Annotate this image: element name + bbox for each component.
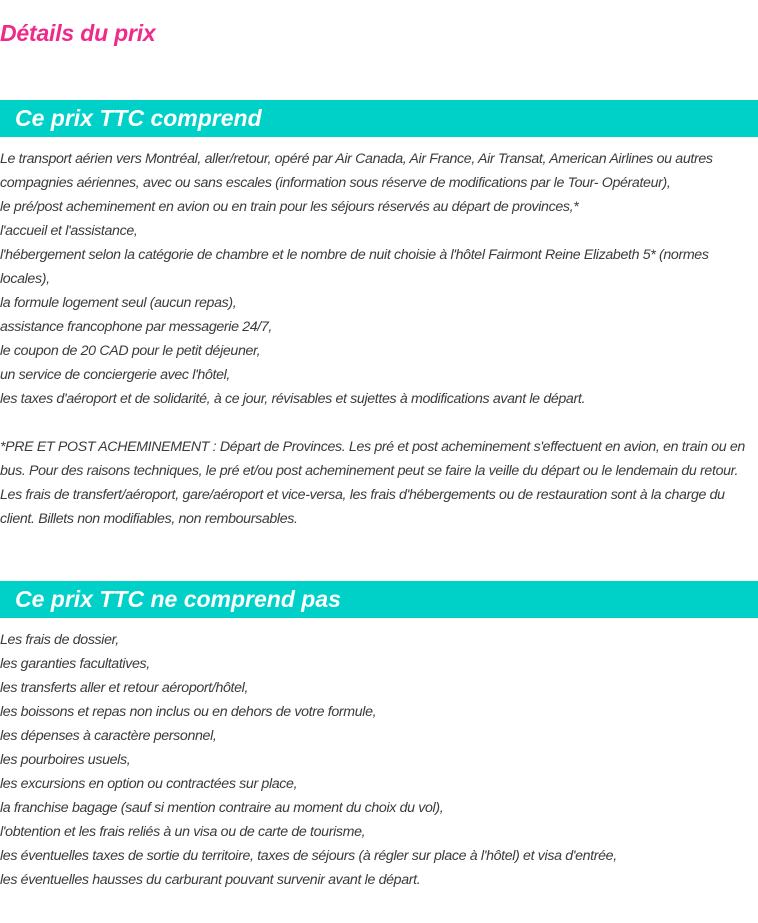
excluded-item: les boissons et repas non inclus ou en dehors de votre formule, (0, 704, 377, 720)
excluded-heading: Ce prix TTC ne comprend pas (15, 586, 341, 612)
excluded-item: les transferts aller et retour aéroport/hôtel, (0, 680, 249, 696)
included-item: assistance francophone par messagerie 24/7, (0, 319, 273, 335)
acheminement-note: *PRE ET POST ACHEMINEMENT : Départ de Provinces. Les pré et post acheminement s'effectuent en avion, en train ou en bus. Pour des raisons techniques, le pré et/ou post acheminement peut se faire la veille du départ ou le lendemain du retour. Les frais de transfert/aéroport, gare/aéroport et vice-versa, les frais d'hébergements ou de restauration sont à la charge du client. Billets non modifiables, non remboursables. (0, 439, 745, 527)
excluded-item: les éventuelles taxes de sortie du territoire, taxes de séjours (à régler sur place à l'hôtel) et visa d'entrée, (0, 848, 617, 864)
included-section-header (0, 100, 758, 137)
page-title: Détails du prix (0, 20, 156, 46)
excluded-item: l'obtention et les frais reliés à un visa ou de carte de tourisme, (0, 824, 366, 840)
included-item: l'hébergement selon la catégorie de chambre et le nombre de nuit choisie à l'hôtel Fairmont Reine Elizabeth 5* (normes locales), (0, 247, 709, 287)
included-item: le coupon de 20 CAD pour le petit déjeuner, (0, 343, 261, 359)
excluded-section-header (0, 581, 758, 618)
excluded-item: les dépenses à caractère personnel, (0, 728, 217, 744)
paragraph-spacer (0, 411, 756, 435)
included-item: les taxes d'aéroport et de solidarité, à ce jour, révisables et sujettes à modifications avant le départ. (0, 391, 586, 407)
included-item: Le transport aérien vers Montréal, aller/retour, opéré par Air Canada, Air France, Air Transat, American Airlines ou autres compagnies aériennes, avec ou sans escales (information sous réserve de modifications par le Tour- Opérateur), (0, 151, 713, 191)
included-item: la formule logement seul (aucun repas), (0, 295, 237, 311)
excluded-list (0, 628, 756, 892)
included-list (0, 147, 756, 531)
included-heading: Ce prix TTC comprend (15, 105, 262, 131)
excluded-item: les garanties facultatives, (0, 656, 150, 672)
included-item: le pré/post acheminement en avion ou en train pour les séjours réservés au départ de provinces,* (0, 199, 579, 215)
included-item: un service de conciergerie avec l'hôtel, (0, 367, 231, 383)
excluded-item: les pourboires usuels, (0, 752, 131, 768)
excluded-item: les éventuelles hausses du carburant pouvant survenir avant le départ. (0, 872, 421, 888)
excluded-item: Les frais de dossier, (0, 632, 119, 648)
excluded-item: la franchise bagage (sauf si mention contraire au moment du choix du vol), (0, 800, 444, 816)
excluded-item: les excursions en option ou contractées sur place, (0, 776, 298, 792)
included-item: l'accueil et l'assistance, (0, 223, 138, 239)
